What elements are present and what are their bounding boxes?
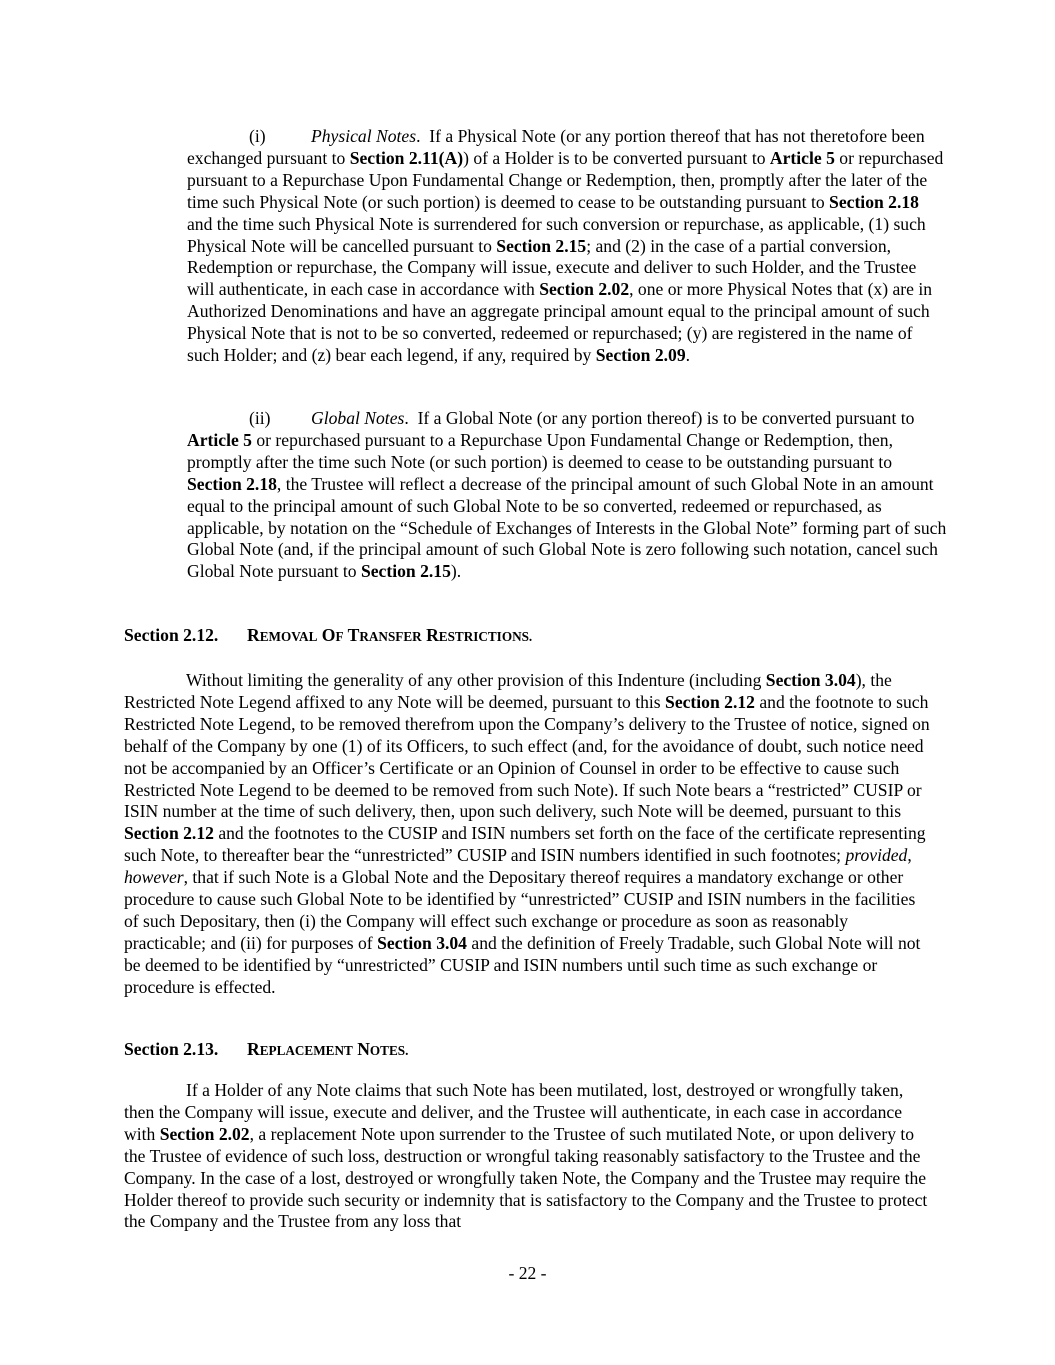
subsection-i-title: Physical Notes [311, 126, 417, 146]
subsection-i-body [187, 126, 943, 365]
section-reference: Section 2.09 [595, 345, 686, 366]
emphasis-text: however [124, 867, 184, 888]
subsection-ii-body [187, 408, 946, 581]
body-text: , a replacement Note upon surrender to the Trustee of such mutilated Note, or upon delivery to the Trustee of evidence of such loss, destruction or wrongful taking reasonably satisfactory to the Trustee and the Company. In the case of a lost, destroyed or wrongfully taken Note, the Company and the Trustee may require the Holder thereof to provide such security or indemnity that is satisfactory to the Company and the Trustee to protect the Company and the Trustee from any loss that [124, 1123, 928, 1232]
subsection-ii-paragraph: (ii) Global Notes. If a Global Note (or any portion thereof) is to be converted pursuant to Article 5 or repurchased pursuant to a Repurchase Upon Fundamental Change or Redemption, then, promptly after the time such Note (or such portion) is deemed to cease to be outstanding pursuant to Section 2.18, the Trustee will reflect a decrease of the principal amount of such Global Note in an amount equal to the principal amount of such Global Note to be so converted, redeemed or repurchased, as applicable, by notation on the “Schedule of Exchanges of Interests in the Global Note” forming part of such Global Note (and, if the principal amount of such Global Note is zero following such notation, cancel such Global Note pursuant to Section 2.15). [187, 408, 947, 582]
section-reference: Section 3.04 [765, 670, 856, 690]
body-text: If a Physical Note (or any portion thereof that has not theretofore been exchanged pursuant to [187, 126, 925, 168]
section-2-12-heading [124, 625, 532, 648]
section-2-12-body [124, 670, 934, 999]
body-text: and the footnotes to the CUSIP and ISIN numbers set forth on the face of the certificate representing such Note, to thereafter bear the “unrestricted” CUSIP and ISIN numbers identified in such footnotes; [124, 823, 926, 866]
body-text: and the definition of Freely Tradable, such Global Note will not be deemed to be identified by “unrestricted” CUSIP and ISIN numbers until such time as such exchange or procedure is effected. [124, 932, 921, 997]
body-text: Without limiting the generality of any other provision of this Indenture (including [186, 670, 766, 690]
body-text: , the Trustee will reflect a decrease of the principal amount of such Global Note in an amount equal to the principal amount of such Global Note to be so converted, redeemed or repurchased, as applicable, by notation on the “Schedule of Exchanges of Interests in the Global Note” forming part of such Global Note (and, if the principal amount of such Global Note is zero following such notation, cancel such Global Note pursuant to [187, 473, 947, 582]
section-reference: Section 2.18 [829, 191, 919, 212]
body-text: , [907, 845, 912, 866]
subsection-ii-marker: (ii) [249, 408, 271, 428]
section-reference: Section 2.12 [124, 823, 214, 844]
body-text: ; and (2) in the case of a partial conversion, Redemption or repurchase, the Company will issue, execute and deliver to such Holder, and the Trustee will authenticate, in each case in accordance with [187, 235, 917, 300]
section-reference: Section 2.11(A) [349, 147, 464, 168]
body-text: and the time such Physical Note is surrendered for such conversion or repurchase, as applicable, (1) such Physical Note will be cancelled pursuant to [187, 213, 926, 256]
emphasis-text: provided [845, 845, 908, 866]
subsection-i-marker: (i) [249, 126, 266, 146]
body-text: , that if such Note is a Global Note and the Depositary thereof requires a mandatory exchange or other procedure to cause such Global Note to be identified by “unrestricted” CUSIP and ISIN numbers in the facilities of such Depositary, then (i) the Company will effect such exchange or procedure as soon as reasonably practicable; and (ii) for purposes of [124, 867, 916, 953]
section-reference: Section 3.04 [377, 932, 467, 953]
section-reference: Article 5 [187, 429, 252, 450]
section-2-12-number: Section 2.12. [124, 625, 219, 645]
body-text: If a Global Note (or any portion thereof) is to be converted pursuant to [417, 408, 915, 428]
section-reference: Section 2.02 [539, 279, 630, 300]
subsection-i-paragraph: (i) Physical Notes. If a Physical Note (or any portion thereof that has not theretofore been exchanged pursuant to Section 2.11(A)) of a Holder is to be converted pursuant to Article 5 or repurchased pursuant to a Repurchase Upon Fundamental Change or Redemption, then, promptly after the later of the time such Physical Note (or such portion) is deemed to cease to be outstanding pursuant to Section 2.18 and the time such Physical Note is surrendered for such conversion or repurchase, as applicable, (1) such Physical Note will be cancelled pursuant to Section 2.15; and (2) in the case of a partial conversion, Redemption or repurchase, the Company will issue, execute and deliver to such Holder, and the Trustee will authenticate, in each case in accordance with Section 2.02, one or more Physical Notes that (x) are in Authorized Denominations and have an aggregate principal amount equal to the principal amount of such Physical Note that is not to be so converted, redeemed or repurchased; (y) are registered in the name of such Holder; and (z) bear each legend, if any, required by Section 2.09. [187, 126, 944, 366]
body-text: . [685, 345, 691, 366]
body-text: or repurchased pursuant to a Repurchase Upon Fundamental Change or Redemption, then, promptly after the later of the time such Physical Note (or such portion) is deemed to cease to be outstanding pursuant to [187, 147, 944, 212]
section-reference: Section 2.02 [159, 1123, 250, 1144]
body-text: ) of a Holder is to be converted pursuant to [463, 147, 770, 168]
section-2-13-body [124, 1080, 934, 1233]
subsection-ii-title: Global Notes [311, 408, 405, 428]
section-2-13-title: REPLACEMENT NOTES. [247, 1039, 409, 1059]
body-text: or repurchased pursuant to a Repurchase Upon Fundamental Change or Redemption, then, promptly after the time such Note (or such portion) is deemed to cease to be outstanding pursuant to [187, 429, 893, 472]
section-2-13-heading [124, 1039, 408, 1062]
page-number: - 22 - [508, 1263, 547, 1283]
section-2-12-title: REMOVAL OF TRANSFER RESTRICTIONS. [247, 625, 533, 645]
section-reference: Section 2.15 [360, 561, 451, 582]
section-reference: Section 2.15 [496, 235, 587, 256]
section-reference: Section 2.12 [665, 691, 755, 712]
body-text: ). [450, 561, 462, 582]
section-2-13-number: Section 2.13. [124, 1039, 219, 1059]
section-reference: Section 2.18 [187, 473, 277, 494]
body-text: ), the Restricted Note Legend affixed to any Note will be deemed, pursuant to this [124, 670, 892, 712]
section-reference: Article 5 [769, 147, 835, 168]
body-text: , one or more Physical Notes that (x) are in Authorized Denominations and have an aggregate principal amount equal to the principal amount of such Physical Note that is not to be so converted, redeemed or repurchased; (y) are registered in the name of such Holder; and (z) bear each legend, if any, required by [187, 279, 933, 366]
body-text: and the footnote to such Restricted Note Legend, to be removed therefrom upon the Company’s delivery to the Trustee of notice, signed on behalf of the Company by one (1) of its Officers, to such effect (and, for the avoidance of doubt, such notice need not be accompanied by an Officer’s Certificate or an Opinion of Counsel in order to be effective to cause such Restricted Note Legend to be deemed to be removed from such Note). If such Note bears a “restricted” CUSIP or ISIN number at the time of such delivery, then, upon such delivery, such Note will be deemed, pursuant to this [124, 691, 930, 822]
body-text: If a Holder of any Note claims that such Note has been mutilated, lost, destroyed or wrongfully taken, then the Company will issue, execute and deliver, and the Trustee will authenticate, in each case in accordance with [124, 1080, 904, 1144]
